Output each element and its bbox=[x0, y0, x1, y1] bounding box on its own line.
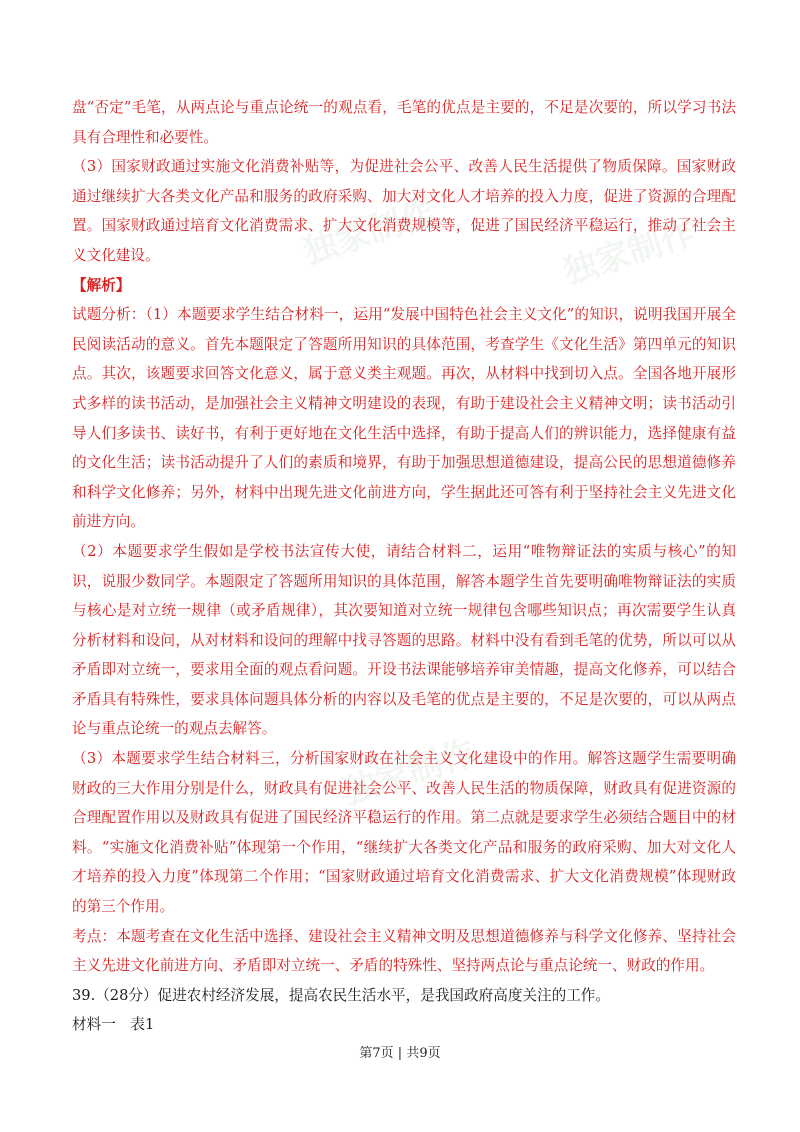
watermark-decoration: 独家制作 bbox=[558, 212, 700, 293]
question-39-material: 材料一 表1 bbox=[72, 1016, 155, 1034]
watermark-decoration: 独家制作 bbox=[338, 732, 480, 813]
answer-item-3: （3）国家财政通过实施文化消费补贴等，为促进社会公平、改善人民生活提供了物质保障。国家财政通过继续扩大各类文化产品和服务的政府采购、加大对文化人才培养的投入力度，促进了资源的合理配置。国家财政通过培育文化消费需求、扩大文化消费规模等，促进了国民经济平稳运行，推动了社会主义文化建设。 bbox=[72, 158, 736, 264]
analysis-kaodian: 考点：本题考查在文化生活中选择、建设社会主义精神文明及思想道德修养与科学文化修养、坚持社会主义先进文化前进方向、矛盾即对立统一、矛盾的特殊性、坚持两点论与重点论统一、财政的作用。 bbox=[72, 927, 736, 975]
watermark-decoration: 独家制作 bbox=[298, 192, 440, 273]
analysis-paragraph-3: （3）本题要求学生结合材料三，分析国家财政在社会主义文化建设中的作用。解答这题学生需要明确财政的三大作用分别是什么，财政具有促进社会公平、改善人民生活的物质保障，财政具有促进资源的合理配置作用以及财政具有促进了国民经济平稳运行的作用。第二点就是要求学生必须结合题目中的材料。“实施文化消费补贴”体现第一个作用，“继续扩大各类文化产品和服务的政府采购、加大对文化人才培养的投入力度”体现第二个作用；“国家财政通过培育文化消费需求、扩大文化消费规模”体现财政的第三个作用。 bbox=[72, 750, 736, 916]
analysis-paragraph-2: （2）本题要求学生假如是学校书法宣传大使，请结合材料二，运用“唯物辩证法的实质与核心”的知识，说服少数同学。本题限定了答题所用知识的具体范围，解答本题学生首先要明确唯物辩证法的实质与核心是对立统一规律（或矛盾规律），其次要知道对立统一规律包含哪些知识点；再次需要学生认真分析材料和设问，从对材料和设问的理解中找寻答题的思路。材料中没有看到毛笔的优势，所以可以从矛盾即对立统一，要求用全面的观点看问题。开设书法课能够培养审美情趣，提高文化修养，可以结合矛盾具有特殊性，要求具体问题具体分析的内容以及毛笔的优点是主要的，不足是次要的，可以从两点论与重点论统一的观点去解答。 bbox=[72, 542, 736, 738]
question-39-stem: 39.（28分）促进农村经济发展，提高农民生活水平，是我国政府高度关注的工作。 bbox=[72, 986, 610, 1004]
analysis-heading: 【解析】 bbox=[72, 276, 131, 294]
answer-continuation: 盘“否定”毛笔，从两点论与重点论统一的观点看，毛笔的优点是主要的，不足是次要的，所以学习书法具有合理性和必要性。 bbox=[72, 99, 736, 146]
page-footer: 第7页 | 共9页 bbox=[359, 1046, 441, 1061]
analysis-paragraph-1: 试题分析：（1）本题要求学生结合材料一，运用“发展中国特色社会主义文化”的知识，说明我国开展全民阅读活动的意义。首先本题限定了答题所用知识的具体范围，考查学生《文化生活》第四单元的知识点。其次，该题要求回答文化意义，属于意义类主观题。再次，从材料中找到切入点。全国各地开展形式多样的读书活动，是加强社会主义精神文明建设的表现，有助于建设社会主义精神文明；读书活动引导人们多读书、读好书，有利于更好地在文化生活中选择，有助于提高人们的辨识能力，选择健康有益的文化生活；读书活动提升了人们的素质和境界，有助于加强思想道德建设，提高公民的思想道德修养和科学文化修养；另外，材料中出现先进文化前进方向，学生据此还可答有利于坚持社会主义先进文化前进方向。 bbox=[72, 306, 736, 531]
document-body bbox=[72, 93, 736, 1040]
